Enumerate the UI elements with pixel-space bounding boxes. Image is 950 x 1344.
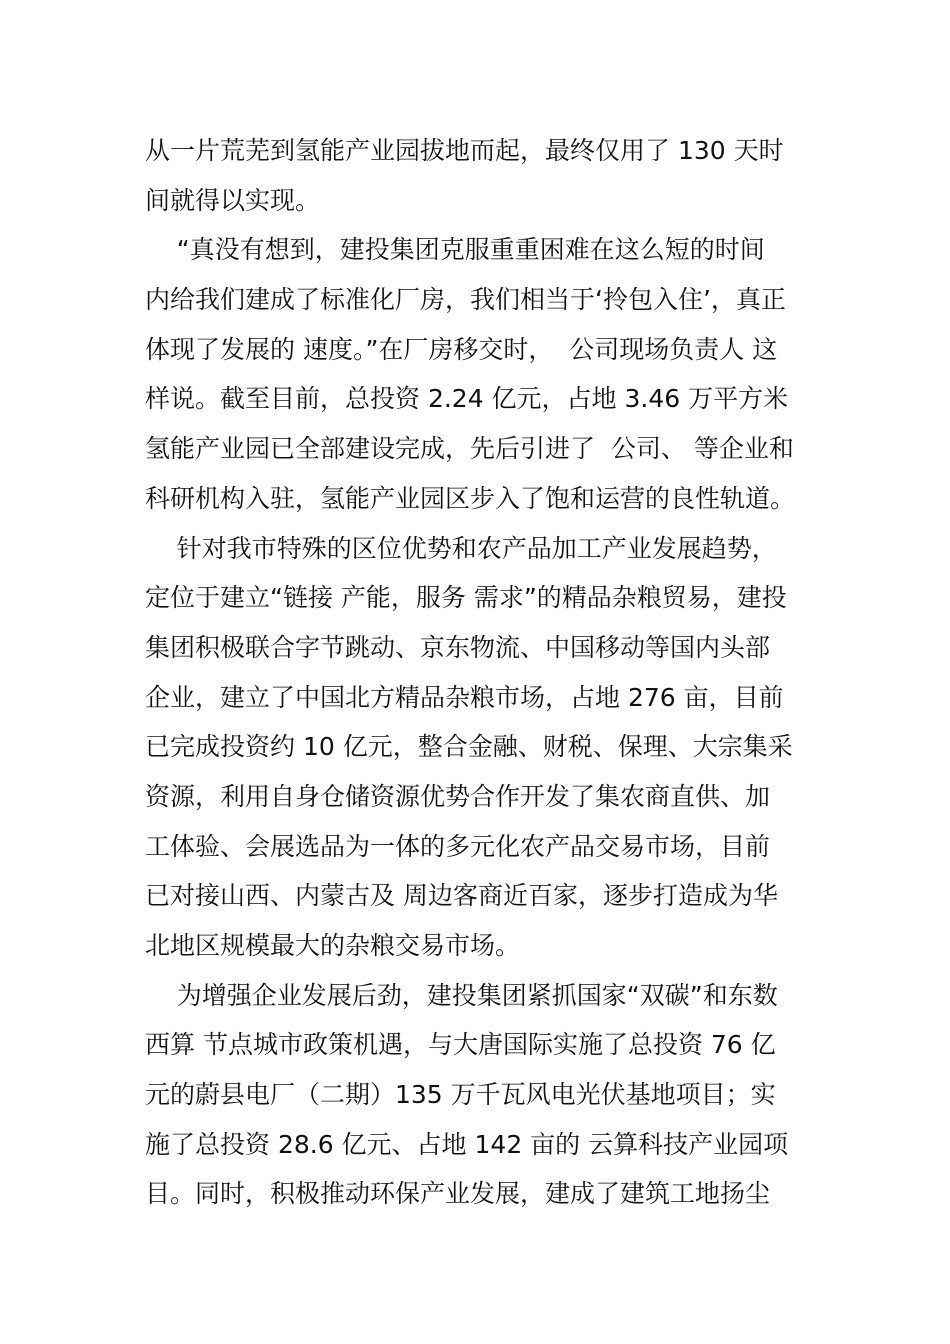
text-line: 工体验、会展选品为一体的多元化农产品交易市场，目前 xyxy=(145,831,771,861)
text-line: 企业，建立了中国北方精品杂粮市场，占地 276 亩，目前 xyxy=(145,682,784,712)
text-line: 定位于建立“链接 产能，服务 需求”的精品杂粮贸易，建投 xyxy=(145,583,787,613)
text-line: 氢能产业园已全部建设完成，先后引进了 公司、 等企业和 xyxy=(145,434,794,464)
text-line: 元的蔚县电厂（二期）135 万千瓦风电光伏基地项目；实 xyxy=(145,1080,776,1110)
text-line: 已对接山西、内蒙古及 周边客商近百家，逐步打造成为华 xyxy=(145,881,778,911)
text-line: 从一片荒芜到氢能产业园拔地而起，最终仅用了 130 天时 xyxy=(145,136,784,165)
text-line: 样说。截至目前，总投资 2.24 亿元，占地 3.46 万平方米 xyxy=(145,384,789,414)
text-line: “真没有想到，建投集团克服重重困难在这么短的时间 xyxy=(145,235,765,265)
text-line: 资源，利用自身仓储资源优势合作开发了集农商直供、加 xyxy=(145,781,771,811)
text-line: 体现了发展的 速度。”在厂房移交时， 公司现场负责人 这 xyxy=(145,334,778,364)
text-line: 施了总投资 28.6 亿元、占地 142 亩的 云算科技产业园项 xyxy=(145,1129,789,1159)
text-line: 北地区规模最大的杂粮交易市场。 xyxy=(145,931,521,960)
text-line: 针对我市特殊的区位优势和农产品加工产业发展趋势， xyxy=(145,533,777,563)
text-line: 间就得以实现。 xyxy=(145,185,321,215)
document-body xyxy=(145,126,810,1219)
text-line: 集团积极联合字节跳动、京东物流、中国移动等国内头部 xyxy=(145,632,771,662)
text-line: 内给我们建成了标准化厂房，我们相当于‘拎包入住’，真正 xyxy=(145,285,786,315)
text-line: 已完成投资约 10 亿元，整合金融、财税、保理、大宗集采 xyxy=(145,732,793,762)
text-line: 目。同时，积极推动环保产业发展，建成了建筑工地扬尘 xyxy=(145,1179,771,1209)
text-line: 科研机构入驻，氢能产业园区步入了饱和运营的良性轨道。 xyxy=(145,483,796,513)
text-line: 西算 节点城市政策机遇，与大唐国际实施了总投资 76 亿 xyxy=(145,1030,776,1060)
text-line: 为增强企业发展后劲，建投集团紧抓国家“双碳”和东数 xyxy=(145,980,778,1010)
